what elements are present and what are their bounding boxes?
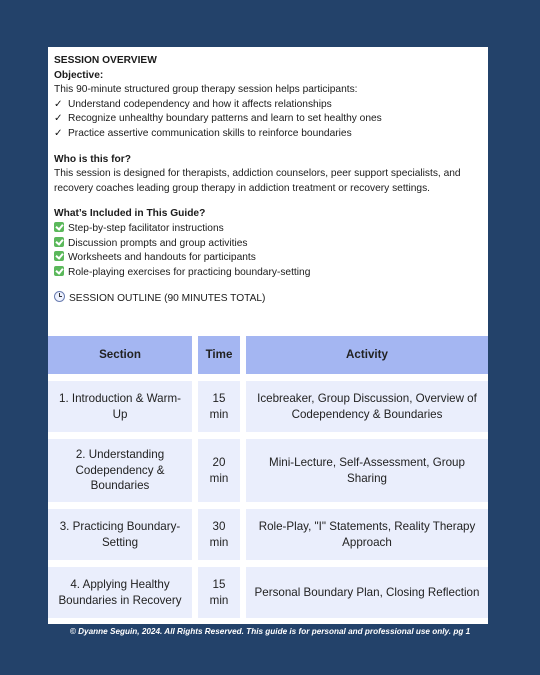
table-row	[48, 567, 488, 618]
table-row	[48, 509, 488, 560]
time-cell: 15 min	[198, 567, 240, 618]
green-check-icon	[54, 251, 64, 261]
activity-cell: Mini-Lecture, Self-Assessment, Group Sharing	[246, 439, 488, 502]
session-outline-table	[48, 336, 488, 618]
checkmark-icon: ✓	[54, 127, 63, 139]
objective-item: ✓ Understand codependency and how it affects relationships	[54, 98, 488, 113]
time-cell: 15 min	[198, 381, 240, 432]
activity-cell: Icebreaker, Group Discussion, Overview of Codependency & Boundaries	[246, 381, 488, 432]
column-header-section: Section	[48, 336, 192, 374]
included-item: Discussion prompts and group activities	[54, 237, 488, 252]
section-heading-included: What’s Included in This Guide?	[54, 208, 206, 220]
activity-cell: Role-Play, "I" Statements, Reality Therapy Approach	[246, 509, 488, 560]
section-heading-audience: Who is this for?	[54, 153, 131, 165]
checkmark-icon: ✓	[54, 98, 63, 110]
column-header-time: Time	[198, 336, 240, 374]
objective-item: ✓ Recognize unhealthy boundary patterns and learn to set healthy ones	[54, 112, 488, 127]
section-cell: 1. Introduction & Warm-Up	[48, 381, 192, 432]
included-item: Worksheets and handouts for participants	[54, 251, 488, 266]
objective-label: Objective:	[54, 69, 104, 81]
section-cell: 2. Understanding Codependency & Boundaries	[48, 439, 192, 502]
section-heading-overview: SESSION OVERVIEW	[54, 55, 157, 66]
table-header-row	[48, 336, 488, 374]
time-cell: 20 min	[198, 439, 240, 502]
activity-cell: Personal Boundary Plan, Closing Reflection	[246, 567, 488, 618]
outline-heading: SESSION OUTLINE (90 MINUTES TOTAL)	[54, 291, 488, 307]
copyright-footer: © Dyanne Seguin, 2024. All Rights Reserved. This guide is for personal and professional use only. pg 1	[69, 627, 471, 636]
green-check-icon	[54, 222, 64, 232]
document-page	[48, 47, 488, 624]
green-check-icon	[54, 237, 64, 247]
objective-intro: This 90-minute structured group therapy session helps participants:	[54, 84, 358, 96]
clock-icon	[54, 291, 65, 302]
section-cell: 3. Practicing Boundary-Setting	[48, 509, 192, 560]
time-cell: 30 min	[198, 509, 240, 560]
included-item: Step-by-step facilitator instructions	[54, 222, 488, 237]
checkmark-icon: ✓	[54, 113, 63, 125]
audience-text: This session is designed for therapists, addiction counselors, peer support specialists, and recovery coaches leading group therapy in addiction treatment or recovery settings.	[54, 168, 461, 194]
green-check-icon	[54, 266, 64, 276]
section-cell: 4. Applying Healthy Boundaries in Recovery	[48, 567, 192, 618]
objective-item: ✓ Practice assertive communication skills to reinforce boundaries	[54, 127, 488, 142]
included-item: Role-playing exercises for practicing boundary-setting	[54, 266, 488, 281]
column-header-activity: Activity	[246, 336, 488, 374]
table-row	[48, 381, 488, 432]
table-row	[48, 439, 488, 502]
